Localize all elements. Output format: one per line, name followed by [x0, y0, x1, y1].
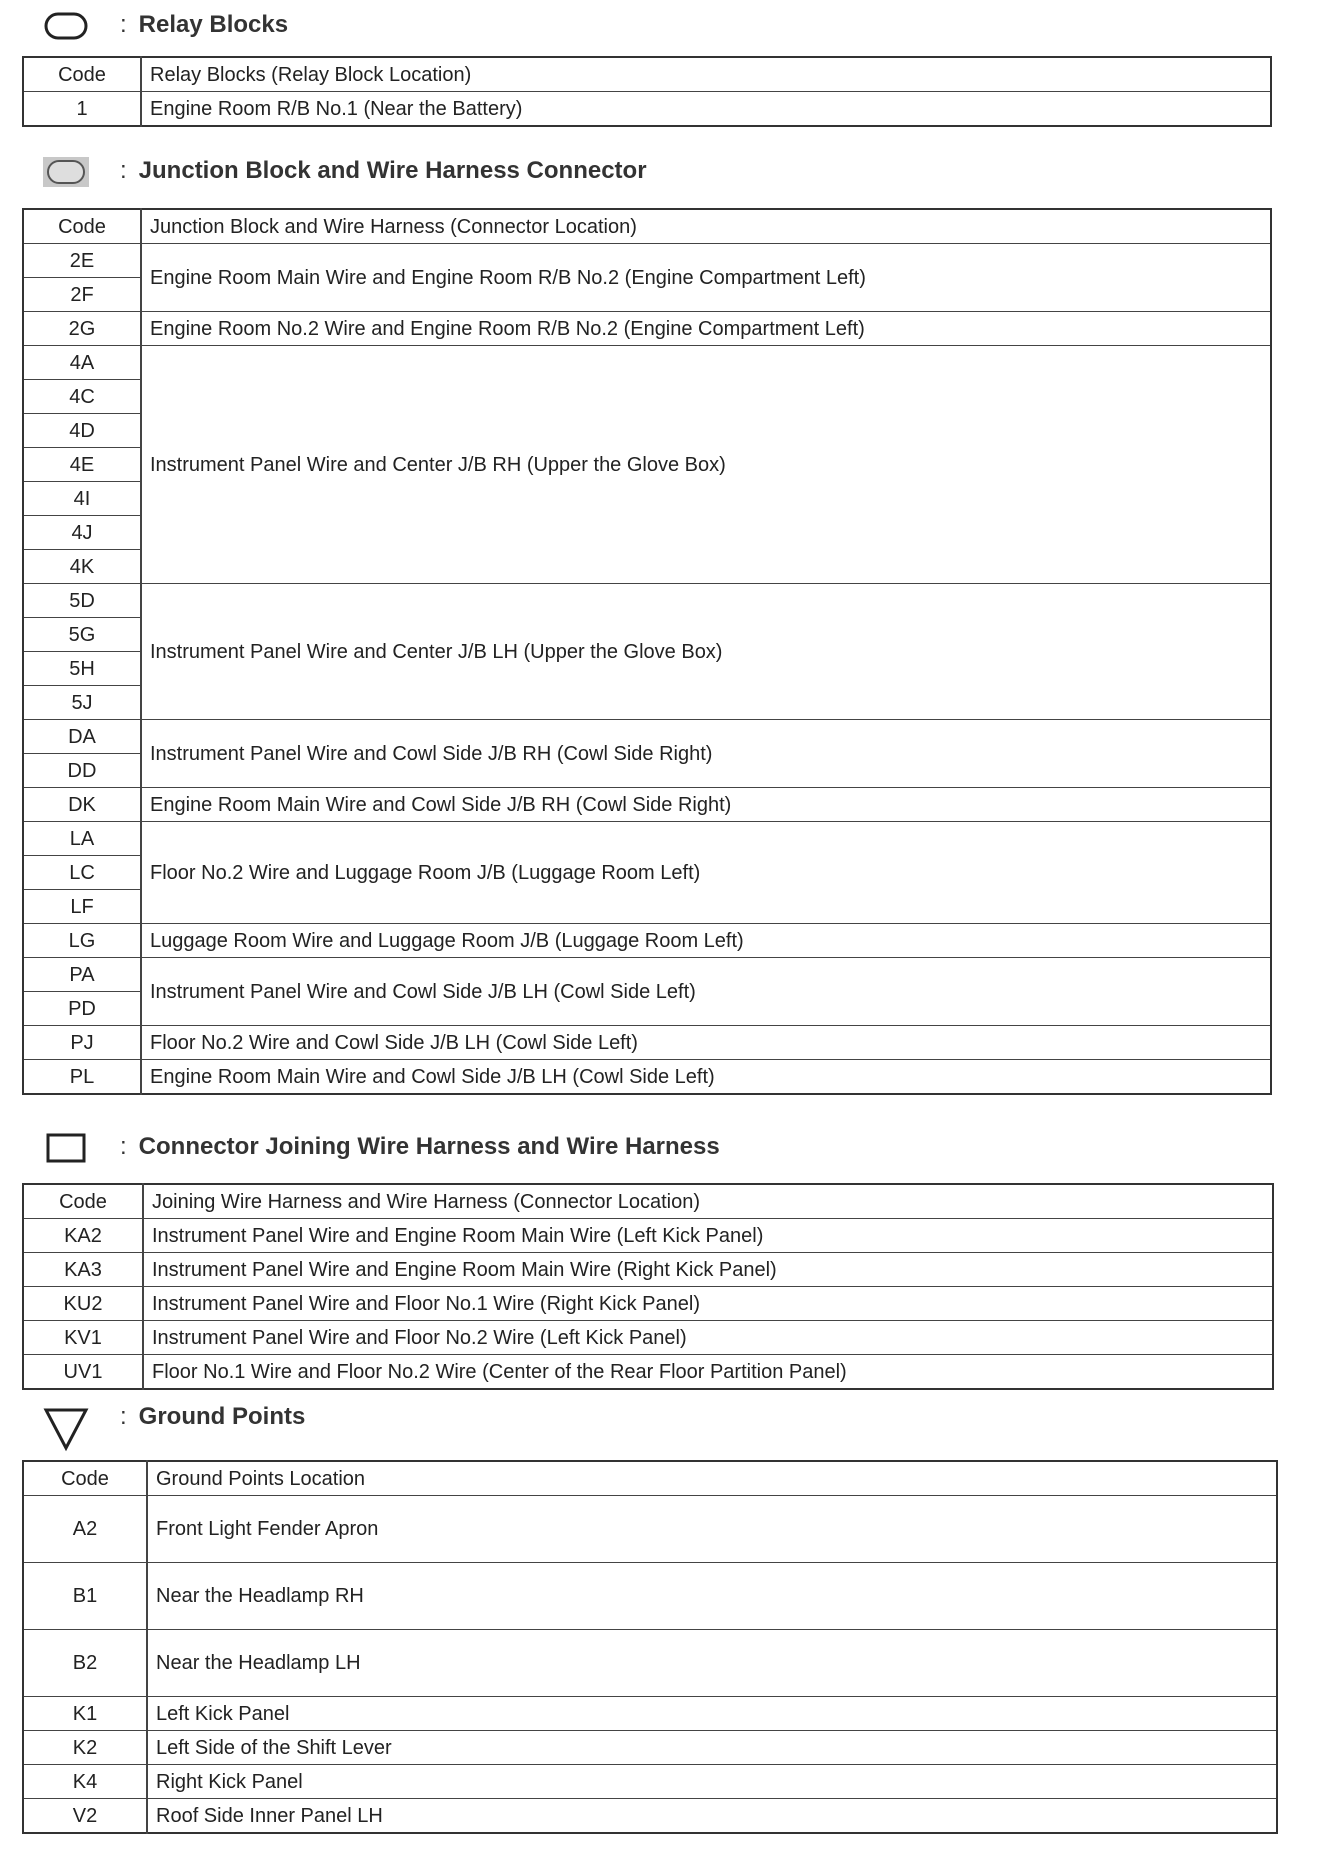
table-row: [23, 244, 1271, 278]
desc-cell: Instrument Panel Wire and Center J/B RH (Upper the Glove Box): [141, 346, 1271, 584]
rounded-rect-outline-icon: [40, 8, 92, 42]
desc-cell: Near the Headlamp RH: [147, 1563, 1277, 1630]
table-row: [23, 924, 1271, 958]
desc-cell: Right Kick Panel: [147, 1765, 1277, 1799]
code-cell: KA2: [23, 1219, 143, 1253]
code-cell: 2G: [23, 312, 141, 346]
code-cell: DK: [23, 788, 141, 822]
code-cell: 5H: [23, 652, 141, 686]
heading-title: Connector Joining Wire Harness and Wire Harness: [138, 1133, 720, 1160]
relay-blocks-heading: [40, 8, 288, 42]
header-code-cell: Code: [23, 1461, 147, 1496]
table-row: [23, 1563, 1277, 1630]
ground-points-heading: [40, 1400, 305, 1434]
header-desc-cell: Ground Points Location: [147, 1461, 1277, 1496]
desc-cell: Left Side of the Shift Lever: [147, 1731, 1277, 1765]
heading-colon: :: [120, 11, 127, 38]
table-row: [23, 720, 1271, 754]
heading-colon: :: [120, 1133, 127, 1160]
header-code-cell: Code: [23, 1184, 143, 1219]
table-row: [23, 1765, 1277, 1799]
table-header-row: [23, 209, 1271, 244]
desc-cell: Luggage Room Wire and Luggage Room J/B (Luggage Room Left): [141, 924, 1271, 958]
desc-cell: Engine Room Main Wire and Cowl Side J/B LH (Cowl Side Left): [141, 1060, 1271, 1095]
code-cell: 4C: [23, 380, 141, 414]
desc-cell: Left Kick Panel: [147, 1697, 1277, 1731]
code-cell: KV1: [23, 1321, 143, 1355]
code-cell: 5D: [23, 584, 141, 618]
table-row: [23, 1219, 1273, 1253]
heading-title: Junction Block and Wire Harness Connector: [138, 157, 647, 184]
header-desc-cell: Relay Blocks (Relay Block Location): [141, 57, 1271, 92]
table-row: [23, 1026, 1271, 1060]
desc-cell: Instrument Panel Wire and Floor No.1 Wire (Right Kick Panel): [143, 1287, 1273, 1321]
code-cell: B1: [23, 1563, 147, 1630]
code-cell: 4D: [23, 414, 141, 448]
desc-cell: Roof Side Inner Panel LH: [147, 1799, 1277, 1834]
code-cell: KA3: [23, 1253, 143, 1287]
table-row: [23, 1496, 1277, 1563]
table-row: [23, 1697, 1277, 1731]
table-row: [23, 1321, 1273, 1355]
code-cell: DA: [23, 720, 141, 754]
code-cell: PL: [23, 1060, 141, 1095]
table-row: [23, 1253, 1273, 1287]
desc-cell: Near the Headlamp LH: [147, 1630, 1277, 1697]
triangle-down-icon: [40, 1400, 92, 1434]
code-cell: V2: [23, 1799, 147, 1834]
heading-colon: :: [120, 157, 127, 184]
table-row: [23, 1731, 1277, 1765]
desc-cell: Instrument Panel Wire and Engine Room Main Wire (Right Kick Panel): [143, 1253, 1273, 1287]
header-code-cell: Code: [23, 57, 141, 92]
junction-block-heading: [40, 154, 647, 188]
table-row: [23, 822, 1271, 856]
code-cell: 4E: [23, 448, 141, 482]
table-row: [23, 1355, 1273, 1390]
connector-table: [22, 1183, 1274, 1390]
shaded-rounded-rect-icon: [40, 154, 92, 188]
code-cell: LA: [23, 822, 141, 856]
table-row: [23, 92, 1271, 127]
code-cell: PD: [23, 992, 141, 1026]
code-cell: K1: [23, 1697, 147, 1731]
connector-heading: [40, 1130, 720, 1164]
code-cell: K4: [23, 1765, 147, 1799]
junction-block-table: [22, 208, 1272, 1095]
code-cell: 5G: [23, 618, 141, 652]
desc-cell: Instrument Panel Wire and Floor No.2 Wire (Left Kick Panel): [143, 1321, 1273, 1355]
header-code-cell: Code: [23, 209, 141, 244]
desc-cell: Instrument Panel Wire and Cowl Side J/B LH (Cowl Side Left): [141, 958, 1271, 1026]
desc-cell: Engine Room R/B No.1 (Near the Battery): [141, 92, 1271, 127]
table-row: [23, 584, 1271, 618]
desc-cell: Instrument Panel Wire and Center J/B LH (Upper the Glove Box): [141, 584, 1271, 720]
code-cell: LG: [23, 924, 141, 958]
heading-title: Relay Blocks: [138, 11, 289, 38]
code-cell: 4K: [23, 550, 141, 584]
table-header-row: [23, 57, 1271, 92]
code-cell: LC: [23, 856, 141, 890]
desc-cell: Engine Room Main Wire and Engine Room R/B No.2 (Engine Compartment Left): [141, 244, 1271, 312]
code-cell: 2F: [23, 278, 141, 312]
desc-cell: Floor No.2 Wire and Luggage Room J/B (Luggage Room Left): [141, 822, 1271, 924]
table-row: [23, 1287, 1273, 1321]
code-cell: LF: [23, 890, 141, 924]
ground-points-table: [22, 1460, 1278, 1834]
header-desc-cell: Joining Wire Harness and Wire Harness (Connector Location): [143, 1184, 1273, 1219]
table-header-row: [23, 1184, 1273, 1219]
code-cell: 4I: [23, 482, 141, 516]
relay-blocks-table: [22, 56, 1272, 127]
table-row: [23, 1060, 1271, 1095]
code-cell: KU2: [23, 1287, 143, 1321]
code-cell: K2: [23, 1731, 147, 1765]
desc-cell: Instrument Panel Wire and Engine Room Main Wire (Left Kick Panel): [143, 1219, 1273, 1253]
code-cell: DD: [23, 754, 141, 788]
desc-cell: Floor No.2 Wire and Cowl Side J/B LH (Cowl Side Left): [141, 1026, 1271, 1060]
table-row: [23, 346, 1271, 380]
code-cell: A2: [23, 1496, 147, 1563]
table-row: [23, 1630, 1277, 1697]
code-cell: 5J: [23, 686, 141, 720]
code-cell: PJ: [23, 1026, 141, 1060]
code-cell: UV1: [23, 1355, 143, 1390]
desc-cell: Engine Room No.2 Wire and Engine Room R/B No.2 (Engine Compartment Left): [141, 312, 1271, 346]
table-row: [23, 958, 1271, 992]
heading-title: Ground Points: [138, 1403, 306, 1430]
desc-cell: Floor No.1 Wire and Floor No.2 Wire (Center of the Rear Floor Partition Panel): [143, 1355, 1273, 1390]
table-row: [23, 788, 1271, 822]
code-cell: PA: [23, 958, 141, 992]
table-row: [23, 312, 1271, 346]
code-cell: B2: [23, 1630, 147, 1697]
header-desc-cell: Junction Block and Wire Harness (Connector Location): [141, 209, 1271, 244]
code-cell: 4J: [23, 516, 141, 550]
desc-cell: Engine Room Main Wire and Cowl Side J/B RH (Cowl Side Right): [141, 788, 1271, 822]
code-cell: 2E: [23, 244, 141, 278]
code-cell: 4A: [23, 346, 141, 380]
table-header-row: [23, 1461, 1277, 1496]
desc-cell: Instrument Panel Wire and Cowl Side J/B RH (Cowl Side Right): [141, 720, 1271, 788]
desc-cell: Front Light Fender Apron: [147, 1496, 1277, 1563]
heading-colon: :: [120, 1403, 127, 1430]
table-row: [23, 1799, 1277, 1834]
square-outline-icon: [40, 1130, 92, 1164]
code-cell: 1: [23, 92, 141, 127]
